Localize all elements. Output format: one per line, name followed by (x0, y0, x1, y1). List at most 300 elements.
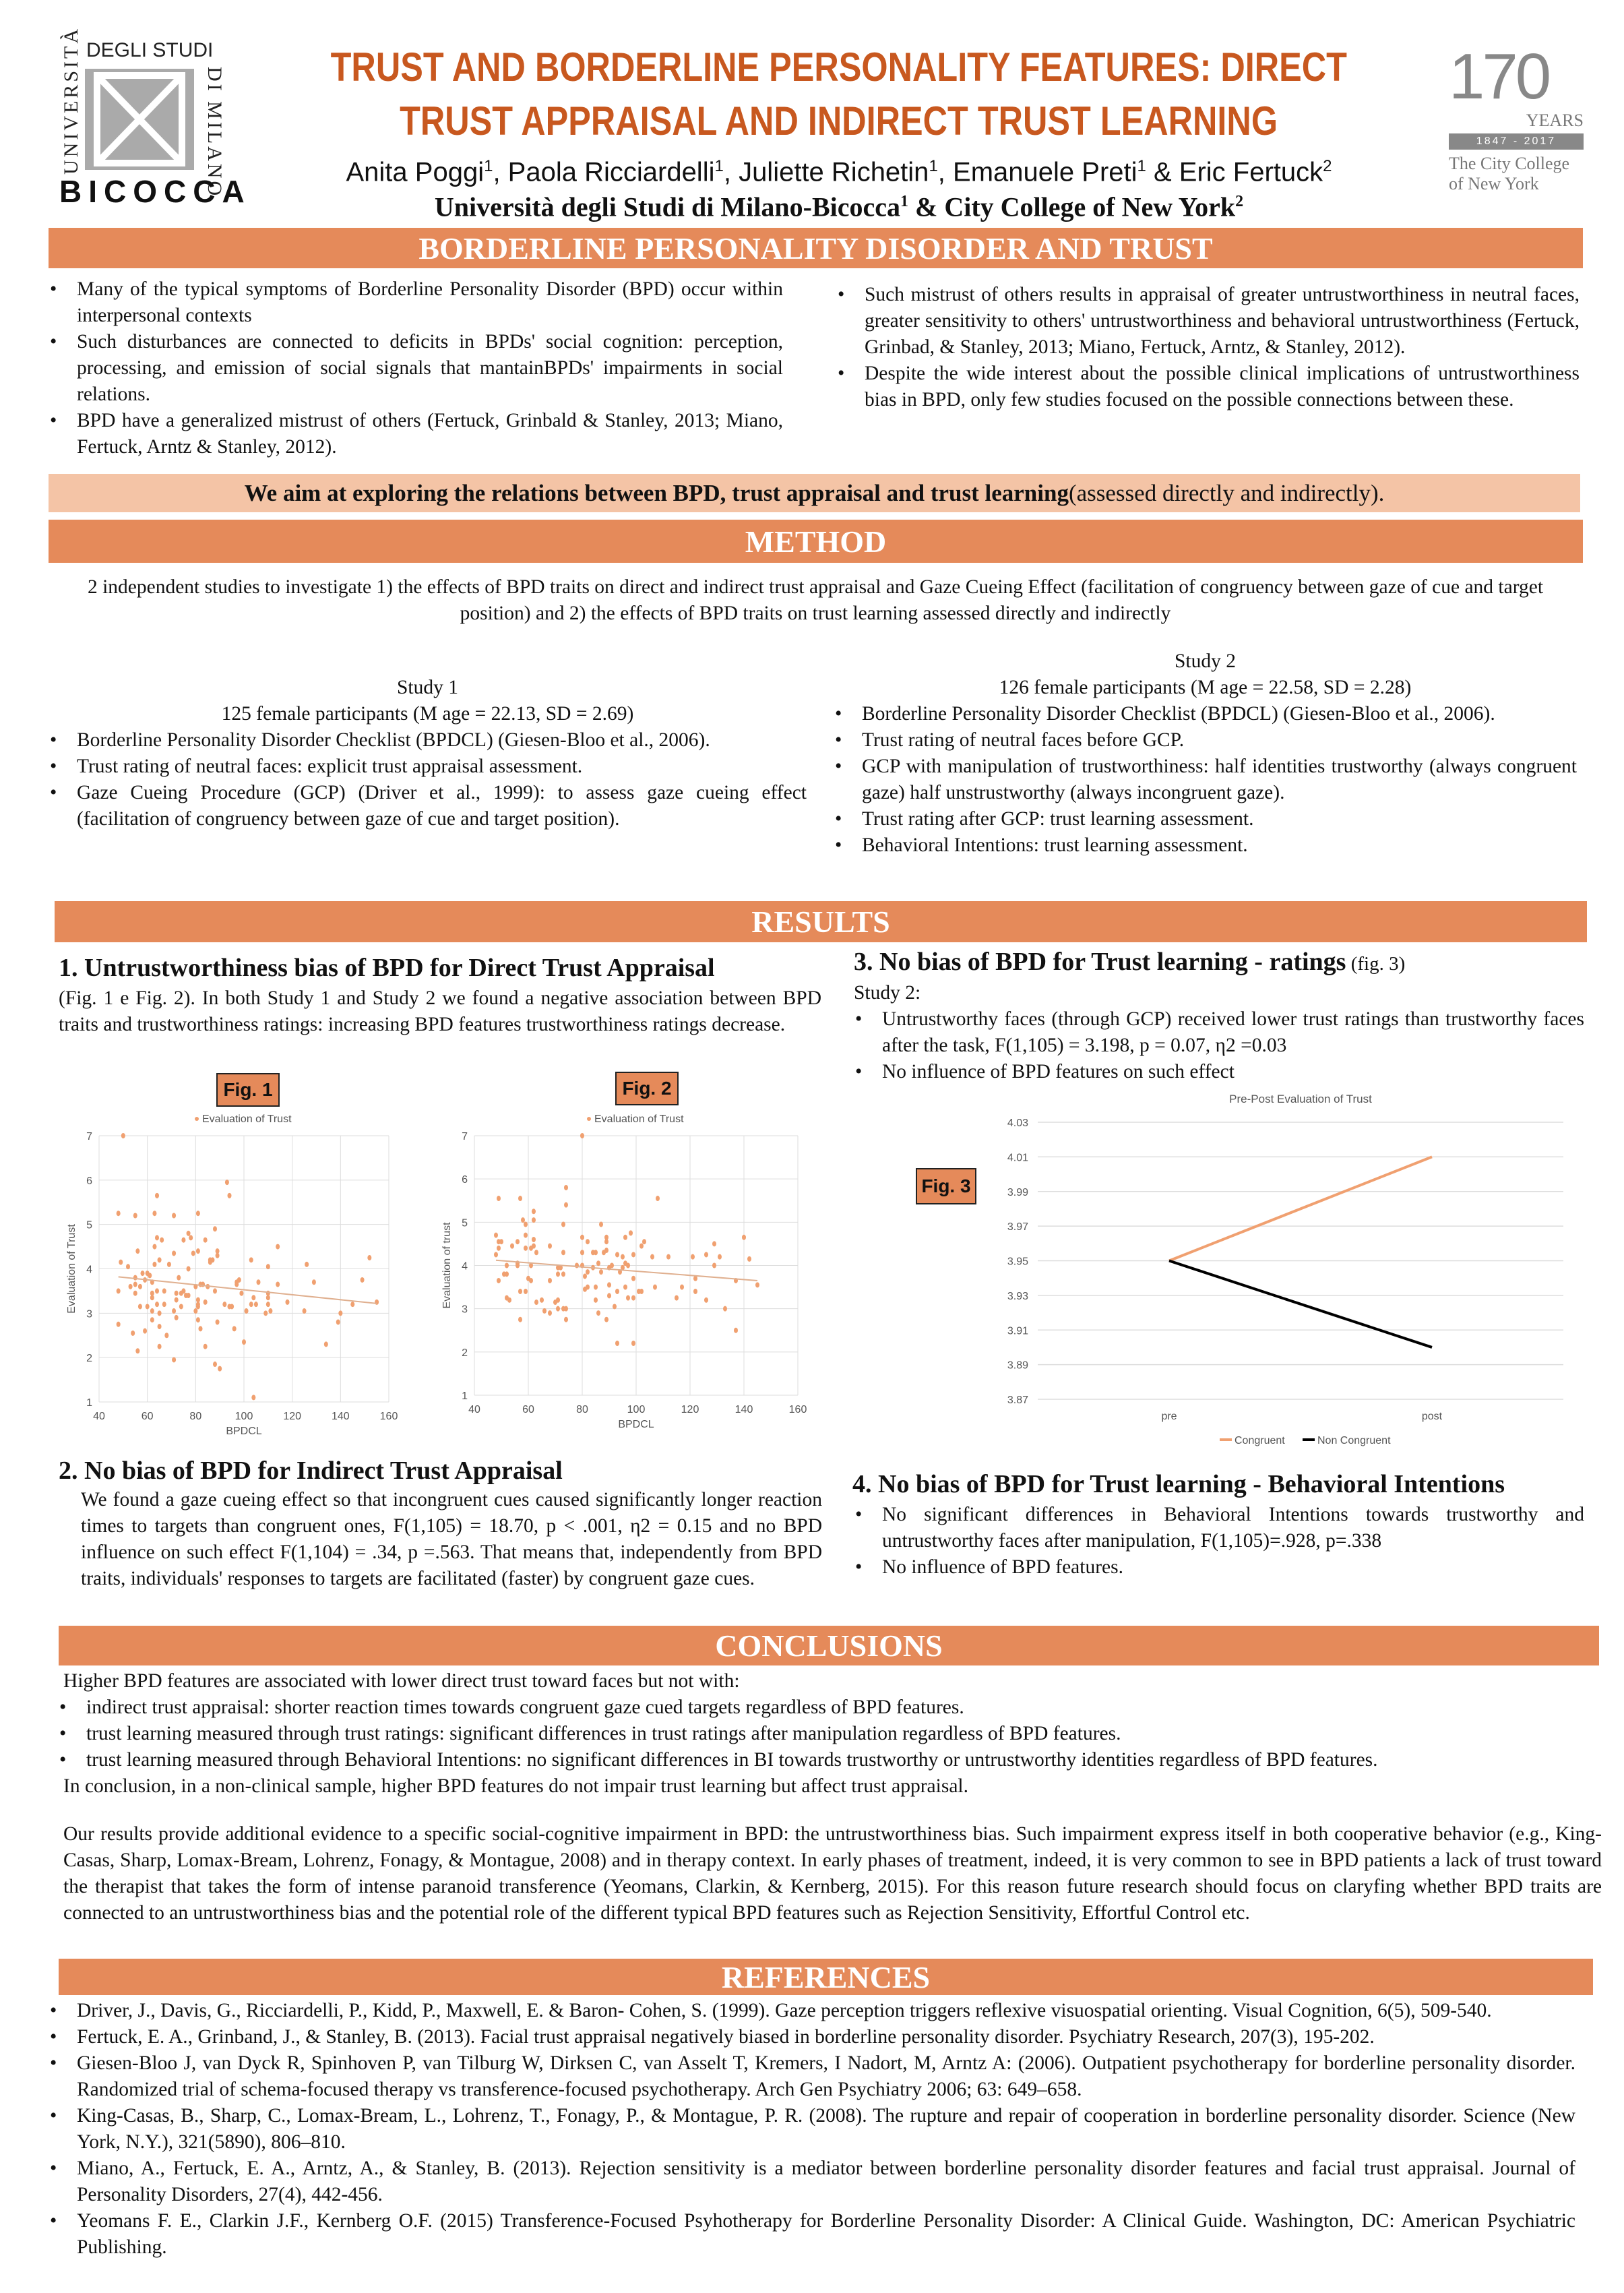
data-point (596, 1260, 600, 1266)
y-tick-label: 3.87 (1007, 1395, 1028, 1406)
data-point (193, 1308, 197, 1314)
data-point (232, 1326, 237, 1331)
data-point (303, 1308, 307, 1314)
data-point (138, 1304, 142, 1309)
conclusions-paragraph: Our results provide additional evidence to a specific social-cognitive impairment in BPD: the untrustworthiness bias. Such impairment express itself in both cooperative behavior (e.g., King-Casas, Sharp, Lomax-Bream, Lohrenz, Fonagy, & Montague, 2008) and in therapy context. In early phases of treatment, indeed, it is very common to see in BPD patients a lack of trust toward the therapist that takes the form of intense paranoid transference (Yeomans, Clarkin, & Kernberg, 2015). For this reason future research should focus on claryfing whether BPD traits are connected to an untrustworthiness bias and the potential role of the different typical BPD features such as Rejection Sensitivity, Effortful Control etc. (63, 1823, 1602, 1924)
data-point (129, 1284, 133, 1289)
data-point (162, 1302, 166, 1307)
data-point (626, 1263, 630, 1268)
x-tick-label: 100 (627, 1404, 646, 1415)
data-point (561, 1222, 565, 1227)
data-point (691, 1254, 695, 1260)
data-point (575, 1263, 579, 1268)
series-line-congruent (1169, 1157, 1432, 1260)
data-point (187, 1231, 191, 1236)
data-point (718, 1254, 722, 1260)
data-point (266, 1302, 270, 1307)
data-point (150, 1308, 154, 1314)
data-point (505, 1263, 509, 1268)
list-item: • trust learning measured through Behavioral Intentions: no significant differences in BI towards trustworthy or untrustworthy identities regardless of BPD features. (58, 1747, 1602, 1773)
references-list (49, 1998, 1575, 2261)
data-point (494, 1233, 498, 1238)
data-point (639, 1289, 644, 1294)
data-point (268, 1308, 272, 1314)
data-point (160, 1237, 164, 1243)
data-point (704, 1252, 708, 1257)
y-tick-label: 3.89 (1007, 1359, 1028, 1372)
data-point (516, 1239, 520, 1244)
logo-text-right: DI MILANO (204, 67, 226, 199)
data-point (556, 1297, 560, 1303)
data-point (158, 1257, 162, 1262)
data-point (534, 1250, 538, 1255)
data-point (133, 1213, 137, 1219)
data-point (162, 1288, 166, 1293)
data-point (276, 1244, 280, 1250)
data-point (249, 1257, 253, 1262)
data-point (230, 1304, 234, 1309)
result3-title: 3. No bias of BPD for Trust learning - ratings (fig. 3) (854, 948, 1406, 976)
data-point (155, 1193, 159, 1198)
legend-marker (195, 1117, 199, 1121)
data-point (350, 1302, 354, 1307)
data-point (604, 1235, 608, 1240)
data-point (237, 1277, 241, 1283)
data-point (235, 1282, 239, 1287)
data-point (586, 1239, 590, 1244)
data-point (561, 1271, 565, 1277)
data-point (172, 1357, 176, 1362)
data-point (204, 1300, 208, 1305)
list-item: • Borderline Personality Disorder Checklist (BPDCL) (Giesen-Bloo et al., 2006). (834, 701, 1577, 727)
data-point (621, 1254, 625, 1260)
data-point (117, 1322, 121, 1327)
study1-participants: 125 female participants (M age = 22.13, SD = 2.69) (221, 703, 634, 725)
y-axis-label: Evaluation of Trust (66, 1224, 77, 1314)
data-point (548, 1310, 552, 1316)
data-point (755, 1282, 759, 1287)
legend-marker (587, 1117, 591, 1121)
data-point (631, 1341, 635, 1346)
reference-item: • Fertuck, E. A., Grinband, J., & Stanley, B. (2013). Facial trust appraisal negatively biased in borderline personality disorder. Psychiatry Research, 207(3), 195-202. (49, 2024, 1575, 2050)
data-point (518, 1317, 522, 1322)
data-point (639, 1244, 644, 1249)
x-tick-label: 100 (235, 1411, 253, 1422)
x-tick-label: 140 (735, 1404, 753, 1415)
data-point (497, 1246, 501, 1251)
data-point (175, 1291, 179, 1296)
data-point (181, 1237, 185, 1243)
intro-left-list (49, 276, 783, 460)
data-point (266, 1264, 270, 1269)
data-point (305, 1262, 309, 1267)
bicocca-emblem-icon (85, 69, 194, 170)
x-tick-label: 60 (141, 1411, 154, 1422)
y-tick-label: 4.01 (1007, 1152, 1028, 1164)
author-separator: , (937, 157, 954, 187)
study2-title: Study 2 (1175, 650, 1236, 672)
data-point (199, 1326, 203, 1331)
result1-text: (Fig. 1 e Fig. 2). In both Study 1 and Study 2 we found a negative association between BPD traits and trustworthiness ratings: increasing BPD features trustworthiness ratings decrease. (59, 987, 821, 1035)
conclusions-block (63, 1668, 1602, 1926)
data-point (338, 1310, 342, 1316)
data-point (542, 1308, 546, 1314)
x-tick-label: 120 (283, 1411, 302, 1422)
list-item: • No influence of BPD features. (854, 1554, 1584, 1581)
data-point (266, 1295, 270, 1300)
data-point (494, 1252, 498, 1257)
x-tick-label: 160 (788, 1404, 807, 1415)
data-point (196, 1211, 200, 1216)
data-point (336, 1320, 340, 1325)
result4-list (854, 1502, 1584, 1581)
section-header-conclusions: CONCLUSIONS (59, 1626, 1599, 1665)
data-point (631, 1276, 635, 1281)
data-point (216, 1320, 220, 1325)
x-tick-label: 40 (468, 1404, 480, 1415)
series-line-non-congruent (1169, 1261, 1432, 1347)
author-separator: , (723, 157, 739, 187)
conclusions-intro: Higher BPD features are associated with lower direct trust toward faces but not with: (63, 1670, 740, 1692)
data-point (532, 1244, 536, 1249)
study1-title: Study 1 (397, 677, 458, 698)
conclusions-summary: In conclusion, in a non-clinical sample, higher BPD features do not impair trust learning but affect trust appraisal. (63, 1775, 968, 1797)
data-point (518, 1289, 522, 1294)
data-point (631, 1252, 635, 1257)
data-point (175, 1315, 179, 1320)
fig3-label: Fig. 3 (916, 1168, 976, 1204)
data-point (704, 1297, 708, 1303)
data-point (615, 1289, 619, 1294)
data-point (257, 1279, 261, 1285)
data-point (228, 1193, 232, 1198)
data-point (172, 1213, 176, 1219)
data-point (524, 1233, 528, 1238)
data-point (218, 1366, 222, 1372)
data-point (375, 1300, 379, 1305)
data-point (143, 1328, 147, 1334)
y-tick-label: 2 (462, 1347, 468, 1359)
authors (222, 151, 1456, 187)
data-point (158, 1344, 162, 1349)
y-axis-label: Evaluation of trust (441, 1222, 453, 1309)
data-point (548, 1244, 552, 1249)
data-point (175, 1297, 179, 1303)
data-point (213, 1288, 217, 1293)
data-point (286, 1300, 290, 1305)
data-point (510, 1244, 514, 1249)
data-point (524, 1246, 528, 1251)
data-point (138, 1284, 142, 1289)
data-point (167, 1262, 171, 1267)
data-point (712, 1263, 716, 1268)
data-point (177, 1275, 181, 1281)
data-point (561, 1250, 565, 1255)
data-point (204, 1344, 208, 1349)
data-point (564, 1317, 568, 1322)
data-point (158, 1310, 162, 1316)
data-point (242, 1339, 246, 1345)
city-college-logo: 170 YEARS 1847 - 2017 The City College of New York (1449, 40, 1584, 193)
fig1-scatter-chart (54, 1105, 418, 1449)
data-point (141, 1271, 145, 1276)
result2-text: We found a gaze cueing effect so that incongruent cues caused significantly longer reaction times to targets than congruent ones, F(1,105) = 18.70, p < .001, η2 = 0.15 and no BPD influence on such effect F(1,104) = .34, p =.563. That means that, independently from BPD traits, individuals' responses to targets are facilitated (faster) by congruent gaze cues. (81, 1489, 822, 1589)
data-point (610, 1263, 614, 1268)
legend-label: Congruent (1235, 1435, 1285, 1446)
data-point (251, 1295, 255, 1300)
data-point (204, 1237, 208, 1243)
result3-subtitle: Study 2: (854, 982, 921, 1004)
y-tick-label: 5 (86, 1219, 92, 1231)
data-point (152, 1244, 156, 1250)
data-point (580, 1133, 584, 1138)
legend-label: Evaluation of Trust (202, 1113, 292, 1125)
data-point (723, 1306, 727, 1312)
data-point (210, 1257, 214, 1262)
list-item: • Such mistrust of others results in appraisal of greater untrustworthiness in neutral faces, greater sensitivity to others' untrustworthiness and behavioral untrustworthiness (Fertuck, Grinbad, & Stanley, 2013; Miano, Fertuck, Arntz, & Stanley, 2012). (836, 282, 1580, 361)
list-item: • No influence of BPD features on such effect (854, 1059, 1584, 1085)
author-affiliation-mark: 1 (1137, 157, 1146, 175)
data-point (187, 1293, 191, 1298)
data-point (629, 1230, 633, 1235)
x-tick-label: 80 (576, 1404, 588, 1415)
list-item: • Borderline Personality Disorder Checklist (BPDCL) (Giesen-Bloo et al., 2006). (49, 727, 807, 754)
author-affiliation-mark: 2 (1323, 157, 1332, 175)
legend-label: Evaluation of Trust (594, 1113, 684, 1125)
data-point (196, 1317, 200, 1322)
poster-title: TRUST AND BORDERLINE PERSONALITY FEATURES: DIRECT TRUST APPRAISAL AND INDIRECT TRUST LEARNING (330, 44, 1348, 144)
data-point (121, 1133, 125, 1138)
list-item: • Such disturbances are connected to deficits in BPDs' social cognition: perception, processing, and emission of social signals that mantainBPDs' impairments in social relations. (49, 329, 783, 408)
author-name: Anita Poggi (346, 157, 485, 187)
aim-banner: We aim at exploring the relations between BPD, trust appraisal and trust learning (assessed directly and indirectly). (49, 474, 1580, 512)
data-point (580, 1250, 584, 1255)
section-header-references: REFERENCES (59, 1959, 1593, 1995)
data-point (580, 1235, 584, 1240)
data-point (497, 1278, 501, 1283)
data-point (135, 1248, 139, 1254)
list-item: • Many of the typical symptoms of Borderline Personality Disorder (BPD) occur within interpersonal contexts (49, 276, 783, 329)
data-point (615, 1341, 619, 1346)
data-point (564, 1185, 568, 1190)
data-point (254, 1302, 258, 1307)
list-item: • GCP with manipulation of trustworthiness: half identities trustworthy (always congruent gaze) half unstrustworthy (always incongruent gaze). (834, 754, 1577, 806)
data-point (505, 1271, 509, 1277)
data-point (133, 1291, 137, 1296)
data-point (119, 1260, 123, 1265)
data-point (189, 1235, 193, 1240)
y-tick-label: 3.95 (1007, 1256, 1028, 1268)
data-point (596, 1310, 600, 1316)
data-point (222, 1302, 226, 1307)
list-item: • Trust rating of neutral faces before GCP. (834, 727, 1577, 754)
y-tick-label: 1 (462, 1390, 468, 1402)
result1-title: 1. Untrustworthiness bias of BPD for Direct Trust Appraisal (59, 954, 715, 982)
author-affiliation-mark: 1 (484, 157, 493, 175)
data-point (249, 1302, 253, 1307)
chart-title: Pre-Post Evaluation of Trust (1229, 1093, 1372, 1105)
data-point (213, 1362, 217, 1367)
author-affiliation-mark: 1 (929, 157, 938, 175)
list-item: • indirect trust appraisal: shorter reaction times towards congruent gaze cued targets regardless of BPD features. (58, 1694, 1602, 1721)
data-point (126, 1264, 130, 1269)
y-tick-label: 3.97 (1007, 1221, 1028, 1233)
affiliations: Università degli Studi di Milano-Bicocca$^1$ & City College of New York$^2$ (434, 191, 1244, 222)
data-point (564, 1306, 568, 1312)
data-point (607, 1293, 611, 1298)
study2-block (834, 648, 1577, 859)
logo-text-bottom: BICOCCA (59, 174, 251, 209)
data-point (693, 1289, 697, 1294)
data-point (155, 1302, 159, 1307)
data-point (155, 1235, 159, 1240)
section-header-results: RESULTS (55, 901, 1587, 942)
y-tick-label: 3.99 (1007, 1186, 1028, 1198)
x-tick-label: post (1421, 1411, 1443, 1422)
intro-right-list (836, 282, 1580, 413)
y-tick-label: 6 (462, 1174, 468, 1186)
author-affiliation-mark: 1 (714, 157, 724, 175)
study2-participants: 126 female participants (M age = 22.58, SD = 2.28) (999, 677, 1412, 698)
data-point (599, 1269, 603, 1275)
data-point (650, 1254, 654, 1260)
data-point (152, 1262, 156, 1267)
list-item: • trust learning measured through trust ratings: significant differences in trust ratings after manipulation regardless of BPD features. (58, 1721, 1602, 1747)
data-point (532, 1217, 536, 1223)
method-text: 2 independent studies to investigate 1) the effects of BPD traits on direct and indirect trust appraisal and Gaze Cueing Effect (facilitation of congruency between gaze of cue and target position) and 2) the effects of BPD traits on trust learning assessed directly and indirectly (87, 576, 1544, 624)
y-tick-label: 4.03 (1007, 1118, 1028, 1129)
data-point (532, 1237, 536, 1242)
x-tick-label: 80 (189, 1411, 202, 1422)
x-tick-label: 140 (331, 1411, 350, 1422)
data-point (594, 1250, 598, 1255)
y-tick-label: 2 (86, 1353, 92, 1365)
data-point (179, 1304, 183, 1309)
data-point (653, 1285, 657, 1290)
y-tick-label: 3 (462, 1304, 468, 1316)
data-point (312, 1279, 316, 1285)
data-point (518, 1196, 522, 1201)
data-point (196, 1304, 200, 1309)
data-point (607, 1282, 611, 1287)
data-point (631, 1295, 635, 1301)
data-point (196, 1248, 200, 1254)
reference-item: • King-Casas, B., Sharp, C., Lomax-Bream, L., Lohrenz, T., Fonagy, P., & Montague, P. R. (2008). The rupture and repair of cooperation in borderline personality disorder. Science (New York, N.Y.), 321(5890), 806–810. (49, 2103, 1575, 2156)
list-item: • Trust rating of neutral faces: explicit trust appraisal assessment. (49, 754, 807, 780)
data-point (623, 1235, 627, 1240)
data-point (604, 1317, 608, 1322)
data-point (613, 1304, 617, 1309)
data-point (642, 1239, 646, 1244)
list-item: • Gaze Cueing Procedure (GCP) (Driver et al., 1999): to assess gaze cueing effect (facilitation of congruency between gaze of cue and target position). (49, 780, 807, 832)
data-point (146, 1304, 150, 1309)
data-point (680, 1285, 684, 1290)
logo-text-top: DEGLI STUDI (86, 39, 214, 61)
data-point (150, 1317, 154, 1322)
data-point (586, 1269, 590, 1275)
x-tick-label: pre (1161, 1411, 1177, 1422)
y-tick-label: 3.91 (1007, 1325, 1028, 1337)
y-tick-label: 4 (86, 1264, 92, 1276)
y-tick-label: 3 (86, 1308, 92, 1320)
data-point (181, 1288, 185, 1293)
data-point (594, 1297, 598, 1303)
author-name: Juliette Richetin (739, 157, 929, 187)
section-header-bpd-trust: BORDERLINE PERSONALITY DISORDER AND TRUST (49, 228, 1583, 268)
section-header-method: METHOD (49, 520, 1583, 563)
data-point (583, 1274, 587, 1279)
data-point (556, 1306, 560, 1312)
data-point (263, 1310, 268, 1316)
fig3-line-chart (970, 1078, 1590, 1456)
data-point (675, 1295, 679, 1301)
fig2-scatter-chart (431, 1105, 822, 1442)
author-separator: & (1146, 157, 1179, 187)
data-point (155, 1288, 159, 1293)
reference-item: • Miano, A., Fertuck, E. A., Arntz, A., & Stanley, B. (2013). Rejection sensitivity is a mediator between borderline personality disorder features and facial trust appraisal. Journal of Personality Disorders, 27(4), 442-456. (49, 2156, 1575, 2208)
data-point (225, 1180, 229, 1185)
reference-item: • Giesen-Bloo J, van Dyck R, Spinhoven P, van Tilburg W, Dirksen C, van Asselt T, Kremers, I Nadort, M, Arntz A: (2006). Outpatient psychotherapy for borderline personality disorder. Randomized trial of schema-focused therapy vs transference-focused psychotherapy. Arch Gen Psychiatry 2006; 63: 649–658. (49, 2050, 1575, 2103)
bicocca-logo (59, 26, 251, 209)
data-point (152, 1211, 156, 1216)
reference-item: • Driver, J., Davis, G., Ricciardelli, P., Kidd, P., Maxwell, E. & Baron- Cohen, S. (1999). Gaze perception triggers reflexive visuospatial orienting. Visual Cognition, 6(5), 509-540. (49, 1998, 1575, 2024)
author-name: Eric Fertuck (1179, 157, 1323, 187)
data-point (534, 1300, 538, 1305)
data-point (524, 1222, 528, 1227)
data-point (324, 1341, 328, 1347)
result3-block (854, 980, 1584, 1085)
data-point (172, 1308, 176, 1314)
data-point (164, 1333, 168, 1338)
data-point (245, 1308, 249, 1314)
data-point (191, 1250, 195, 1256)
data-point (239, 1291, 243, 1296)
list-item: • BPD have a generalized mistrust of others (Fertuck, Grinbald & Stanley, 2013; Miano, Fertuck, Arntz & Stanley, 2012). (49, 408, 783, 460)
data-point (172, 1250, 176, 1256)
data-point (251, 1395, 255, 1400)
data-point (556, 1271, 560, 1277)
data-point (497, 1196, 501, 1201)
data-point (524, 1289, 528, 1294)
data-point (742, 1235, 746, 1240)
x-axis-label: BPDCL (226, 1426, 262, 1437)
data-point (615, 1252, 619, 1257)
y-tick-label: 7 (462, 1131, 468, 1142)
author-name: Emanuele Preti (953, 157, 1137, 187)
data-point (666, 1254, 670, 1260)
list-item: • Behavioral Intentions: trust learning assessment. (834, 832, 1577, 859)
data-point (216, 1253, 220, 1258)
data-point (712, 1241, 716, 1246)
data-point (117, 1288, 121, 1293)
list-item: • Untrustworthy faces (through GCP) received lower trust ratings than trustworthy faces after the task, F(1,105) = 3.198, p = 0.07, η2 =0.03 (854, 1006, 1584, 1059)
data-point (626, 1295, 630, 1301)
data-point (583, 1287, 587, 1292)
data-point (150, 1295, 154, 1300)
reference-item: • Yeomans F. E., Clarkin J.F., Kernberg O.F. (2015) Transference-Focused Psyhotherapy for Borderline Personality Disorder: A Clinical Guide. Washington, DC: American Psychiatric Publishing. (49, 2208, 1575, 2261)
y-tick-label: 7 (86, 1131, 92, 1142)
list-item: • Trust rating after GCP: trust learning assessment. (834, 806, 1577, 832)
data-point (276, 1282, 280, 1287)
x-axis-label: BPDCL (618, 1419, 654, 1430)
y-tick-label: 5 (462, 1217, 468, 1229)
data-point (540, 1297, 544, 1303)
data-point (158, 1324, 162, 1329)
x-tick-label: 60 (522, 1404, 534, 1415)
logo-text-left: UNIVERSITÀ (60, 26, 82, 175)
data-point (604, 1248, 608, 1253)
x-tick-label: 40 (93, 1411, 105, 1422)
